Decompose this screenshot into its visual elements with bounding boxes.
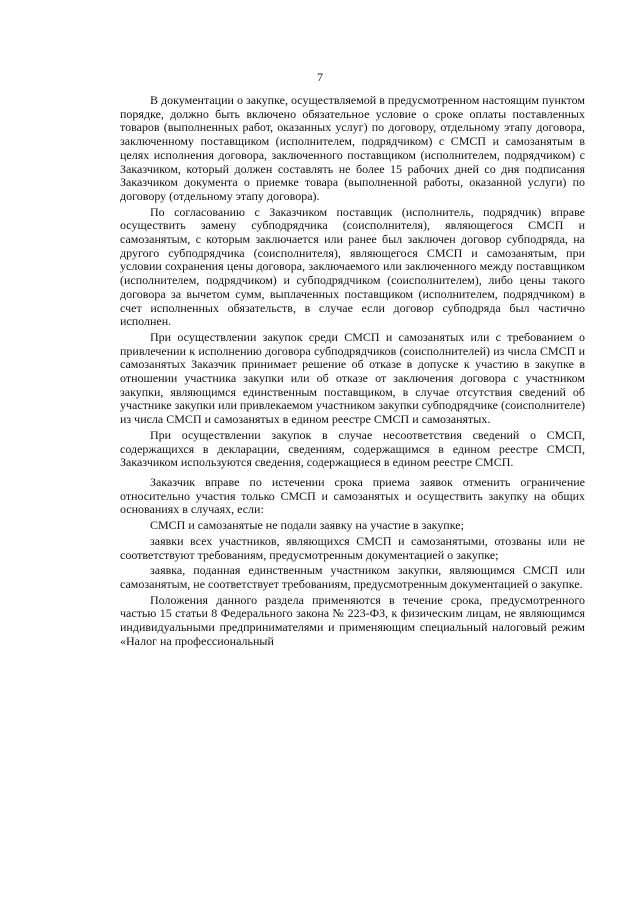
paragraph-admission-refusal: При осуществлении закупок среди СМСП и самозанятых или с требованием о привлечении к исполнению договора субподрядчиков (соисполнителей) из числа СМСП и самозанятых Заказчик принимает решение об отказе в допуске к участию в закупке в отношении участника закупки или об отказе от заключения договора с участником закупки, являющимся единственным поставщиком, в случае отсутствия сведений об участнике закупки или привлекаемом участником закупки субподрядчике (соисполнителе) из числа СМСП и самозанятых в едином реестре СМСП и самозанятых. xyxy=(120,329,585,427)
paragraph-case-single-bid: заявка, поданная единственным участником закупки, являющимся СМСП или самозанятым, не соответствует требованиям, предусмотренным документацией о закупке. xyxy=(120,563,585,591)
paragraph-case-withdrawn: заявки всех участников, являющихся СМСП и самозанятыми, отозваны или не соответствуют требованиям, предусмотренным документацией о закупке; xyxy=(120,533,585,562)
paragraph-payment-term: В документации о закупке, осуществляемой в предусмотренном настоящим пунктом порядке, должно быть включено обязательное условие о сроке оплаты поставленных товаров (выполненных работ, оказанных услуг) по договору, отдельному этапу договора, заключенному поставщиком (исполнителем, подрядчиком) с СМСП и самозанятым в целях исполнения договора, заключенного поставщиком (исполнителем, подрядчиком) с Заказчиком, который должен составлять не более 15 рабочих дней со дня подписания Заказчиком документа о приемке товара (выполненной работы, оказанной услуги) по договору (отдельному этапу договора). xyxy=(120,93,585,203)
paragraph-registry-discrepancy: При осуществлении закупок в случае несоответствия сведений о СМСП, содержащихся в декларации, сведениям, содержащимся в едином реестре СМСП, Заказчиком используются сведения, содержащиеся в едином реестре СМСП. xyxy=(120,427,585,470)
paragraph-subcontractor-replacement: По согласованию с Заказчиком поставщик (исполнитель, подрядчик) вправе осуществить замену субподрядчика (соисполнителя), являющегося СМСП и самозанятым, с которым заключается или ранее был заключен договор субподряда, на другого субподрядчика (соисполнителя), являющегося СМСП и самозанятым, при условии сохранения цены договора, заключаемого или заключенного между поставщиком (исполнителем, подрядчиком) и субподрядчиком (соисполнителем), либо цены такого договора за вычетом сумм, выплаченных поставщиком (исполнителем, подрядчиком) в счет исполненных обязательств, в случае если договор субподряда был частично исполнен. xyxy=(120,204,585,329)
page-number: 7 xyxy=(317,70,323,84)
paragraph-restriction-cancel: Заказчик вправе по истечении срока приема заявок отменить ограничение относительно участия только СМСП и самозанятых и осуществить закупку на общих основаниях в случаях, если: xyxy=(120,474,585,517)
paragraph-applicability: Положения данного раздела применяются в течение срока, предусмотренного частью 15 статьи 8 Федерального закона № 223-ФЗ, к физическим лицам, не являющимся индивидуальными предпринимателями и применяющим специальный налоговый режим «Налог на профессиональный xyxy=(120,592,585,648)
document-body xyxy=(120,94,585,650)
paragraph-case-no-bids: СМСП и самозанятые не подали заявку на участие в закупке; xyxy=(150,518,464,533)
